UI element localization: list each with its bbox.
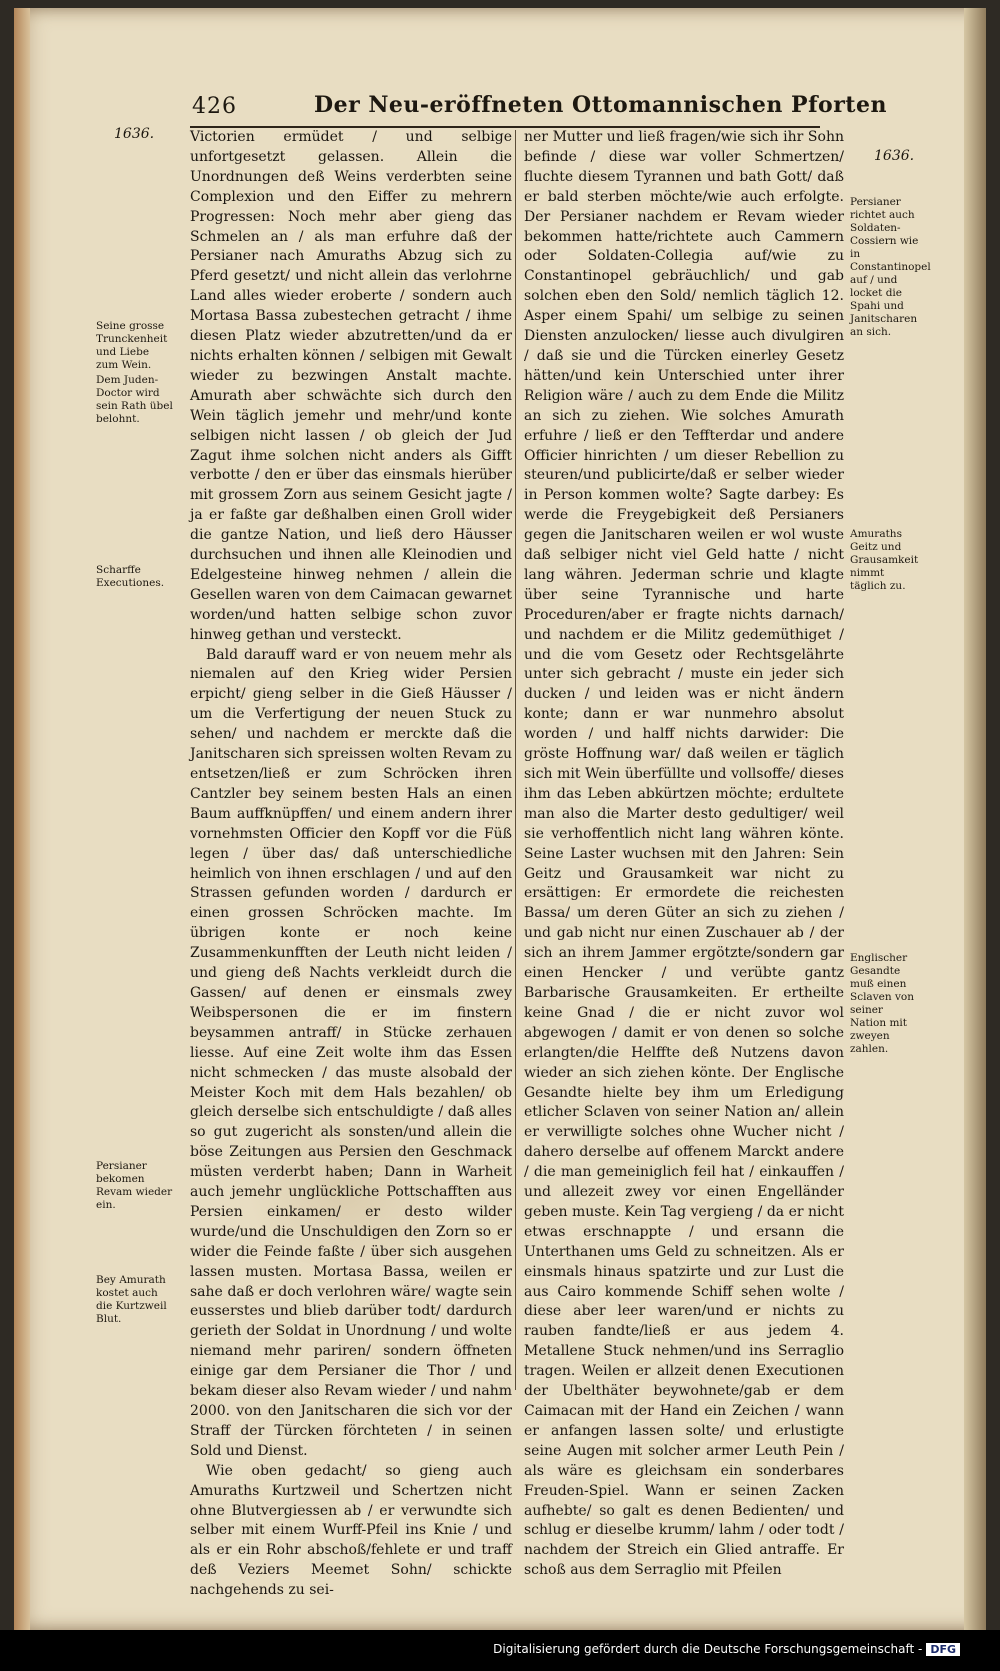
book-page xyxy=(14,8,986,1630)
margin-note: Persianer bekomen Revam wieder ein. xyxy=(96,1160,173,1211)
paragraph: Wie oben gedacht/ so gieng auch Amuraths Kurtzweil und Schertzen nicht ohne Blutvergiessen ab / er verwundte sich selber mit einem Wurff-Pfeil ins Knie / und als er ein Rohr abschoß/fehlete er und traff deß Veziers Meemet Sohn/ schickte nachgehends zu sei- xyxy=(190,1462,512,1599)
margin-note: Dem Juden-Doctor wird sein Rath übel belohnt. xyxy=(96,374,173,425)
year-left: 1636. xyxy=(114,126,155,142)
margin-note: Englischer Gesandte muß einen Sclaven von seiner Nation mit zweyen zahlen. xyxy=(850,952,914,1055)
margin-note: Scharffe Executiones. xyxy=(96,564,165,589)
margin-note: Seine grosse Trunckenheit und Liebe zum Wein. xyxy=(96,320,168,371)
paragraph: Victorien ermüdet / und selbige unfortgesetzt gelassen. Allein die Unordnungen deß Weins verderbten seine Complexion und den Eiffer zu mehrern Progressen: Noch mehr aber gieng das Schmelen an / als man erfuhre daß der Persianer nach Amuraths Abzug sich zu Pferd gesetzt/ und nicht allein das verlohrne Land alles wieder eroberte / sondern auch Mortasa Bassa zubestechen getracht / ihme diesen Platz wieder abzutretten/und da er nichts erhalten können / selbigen mit Gewalt wieder zu bezwingen Anstalt machte. Amurath aber schwächte sich durch den Wein täglich jemehr und mehr/und konte selbigen nicht lassen / ob gleich der Jud Zagut ihme solchen nicht anders als Gifft verbotte / den er über das einsmals hierüber mit grossem Zorn aus seinem Gesicht jagte / ja er faßte gar deßhalben einen Groll wider die gantze Nation, und ließ dero Häusser durchsuchen und ihnen alle Kleinodien und Edelgesteine hinweg nehmen / allein die Gesellen waren von dem Caimacan gewarnet worden/und hatten selbige schon zuvor hinweg gethan und versteckt. xyxy=(190,129,512,643)
paragraph: ner Mutter und ließ fragen/wie sich ihr Sohn befinde / diese war voller Schmertzen/ fluchte diesem Tyrannen und bath Gott/ daß er bald sterben möchte/wie auch erfolgte. Der Persianer nachdem er Revam wieder bekommen hatte/richtete auch Cammern oder Soldaten-Collegia auf/wie zu Constantinopel gebräuchlich/ und gab solchen eben den Sold/ nemlich täglich 12. Asper einem Spahi/ um selbige zu seinen Diensten anzulocken/ liesse auch divulgiren / daß sie und die Türcken einerley Gesetz hätten/und kein Unterschied unter ihrer Religion wäre / auch zu dem Ende die Militz an sich zu ziehen. Wie solches Amurath erfuhre / ließ er den Teffterdar und andere Officier hinrichten / um dieser Rebellion zu steuren/und publicirte/daß er selber wieder in Person kommen wolte? Sagte darbey: Es werde die Freygebigkeit deß Persianers gegen die Janitscharen weilen er wol wuste daß selbiger nicht viel Geld hatte / nicht lang währen. Jederman schrie und klagte über seine Tyrannische und harte Proceduren/aber er fragte nichts darnach/ und nachdem er die Militz gedemüthiget / und die vom Gesetz oder Rechtsgelährte unter sich gebracht / muste ein jeder sich ducken / und leiden was er nicht ändern konte; dann er war nunmehro absolut worden / und halff nichts darwider: Die gröste Hoffnung war/ daß weilen er täglich sich mit Wein überfüllte und vollsoffe/ dieses ihm das Leben abkürtzen möchte; erdultete man also die Marter desto gedultiger/ weil sie verhoffentlich nicht lang währen könte. Seine Laster wuchsen mit den Jahren: Sein Geitz und Grausamkeit war nicht zu ersättigen: Er ermordete die reichesten Bassa/ um deren Güter an sich zu ziehen / und gab nicht nur einen Zuschauer ab / der sich an ihrem Jammer ergötzte/sondern gar einen Hencker / und verübte gantz Barbarische Grausamkeiten. Er ertheilte keine Gnad / die er nicht zuvor wol abgewogen / damit er von denen so solche erlangten/die Helffte deß Nutzens davon wieder an sich ziehen könte. Der Englische Gesandte hielte bey ihm um Erledigung etlicher Sclaven von seiner Nation an/ allein er verwilligte solches ohne Wucher nicht / dahero derselbe auf offenem Marckt andere / die man gemeiniglich feil hat / einkauffen / und allezeit zwey vor einen Engelländer geben muste. Kein Tag vergieng / da er nicht etwas erschnappte / und ersann die Unterthanen ums Geld zu schneitzen. Als er einsmals hinaus spatzirte und zur Lust die aus Cairo kommende Schiff sehen wolte / diese aber leer waren/und er nichts zu rauben fandte/ließ er aus jedem 4. Metallene Stuck nehmen/und ins Serraglio tragen. Weilen er allzeit denen Executionen der Ubelthäter beywohnete/gab er dem Caimacan mit der Hand ein Zeichen / wann er anfangen lassen solte/ und erlustigte seine Augen mit solcher armer Leuth Pein / als wäre es gleichsam ein sonderbares Freuden-Spiel. Wann er seinen Zacken aufhebte/ so galt es denen Bedienten/ und schlug er dieselbe krumm/ lahm / oder todt / nachdem der Streich ein Glied antraffe. Er schoß aus dem Serraglio mit Pfeilen xyxy=(524,129,844,1579)
page-gutter xyxy=(14,8,30,1630)
margin-note: Amuraths Geitz und Grausamkeit nimmt täglich zu. xyxy=(850,528,919,592)
margin-note: Persianer richtet auch Soldaten-Cossiern wie in Constantinopel auf / und locket die Spahi und Janitscharen an sich. xyxy=(850,196,931,338)
footer-bar xyxy=(0,1630,1000,1671)
footer-credit-text: Digitalisierung gefördert durch die Deutsche Forschungsgemeinschaft - xyxy=(493,1642,923,1656)
right-text-column xyxy=(524,128,844,1581)
footer-credit xyxy=(493,1642,960,1656)
page-edge xyxy=(964,8,986,1630)
dfg-logo: DFG xyxy=(926,1643,960,1656)
column-divider xyxy=(515,130,516,1390)
left-text-column xyxy=(190,128,512,1601)
page-number: 426 xyxy=(192,94,237,119)
year-right: 1636. xyxy=(874,148,915,164)
running-title: Der Neu-eröffneten Ottomannischen Pforten xyxy=(314,92,887,118)
paragraph: Bald darauff ward er von neuem mehr als niemalen auf den Krieg wider Persien erpicht/ gieng selber in die Gieß Häusser / um die Verfertigung der neuen Stuck zu sehen/ und nachdem er merckte daß die Janitscharen sich spreissen wolten Revam zu entsetzen/ließ er zum Schröcken ihren Cantzler bey seinem besten Hals an einen Baum auffknüpffen/ und einem andern ihrer vornehmsten Officier den Kopff vor die Füß legen / über das/ daß unterschiedliche heimlich von ihnen erschlagen / und auf den Strassen gefunden worden / dardurch er einen grossen Schröcken machte. Im übrigen konte er noch keine Zusammenkunfften der Leuth nicht leiden / und gieng deß Nachts verkleidt durch die Gassen/ auf denen er einsmals zwey Weibspersonen die er im finstern beysammen antraff/ in Stücke zerhauen liesse. Auf eine Zeit wolte ihm das Essen nicht schmecken / das muste alsobald der Meister Koch mit dem Hals bezahlen/ ob gleich derselbe sich entschuldigte / daß alles so gut zugericht als sonsten/und allein die böse Zeitungen aus Persien den Geschmack müsten verderbt haben; Dann in Warheit auch jemehr unglückliche Pottschafften aus Persien einkamen/ er desto wilder wurde/und die Unschuldigen den Zorn so er wider die Feinde faßte / über sich ausgehen lassen musten. Mortasa Bassa, weilen er sahe daß er doch verlohren wäre/ wagte sein eusserstes und blieb darüber todt/ dardurch gerieth der Soldat in Unordnung / und wolte niemand mehr pariren/ sondern öffneten einige gar dem Persianer die Thor / und bekam dieser also Revam wieder / und nahm 2000. von den Janitscharen die sich vor der Straff der Türcken förchteten / in seinen Sold und Dienst. xyxy=(190,646,512,1459)
margin-note: Bey Amurath kostet auch die Kurtzweil Blut. xyxy=(96,1274,167,1325)
